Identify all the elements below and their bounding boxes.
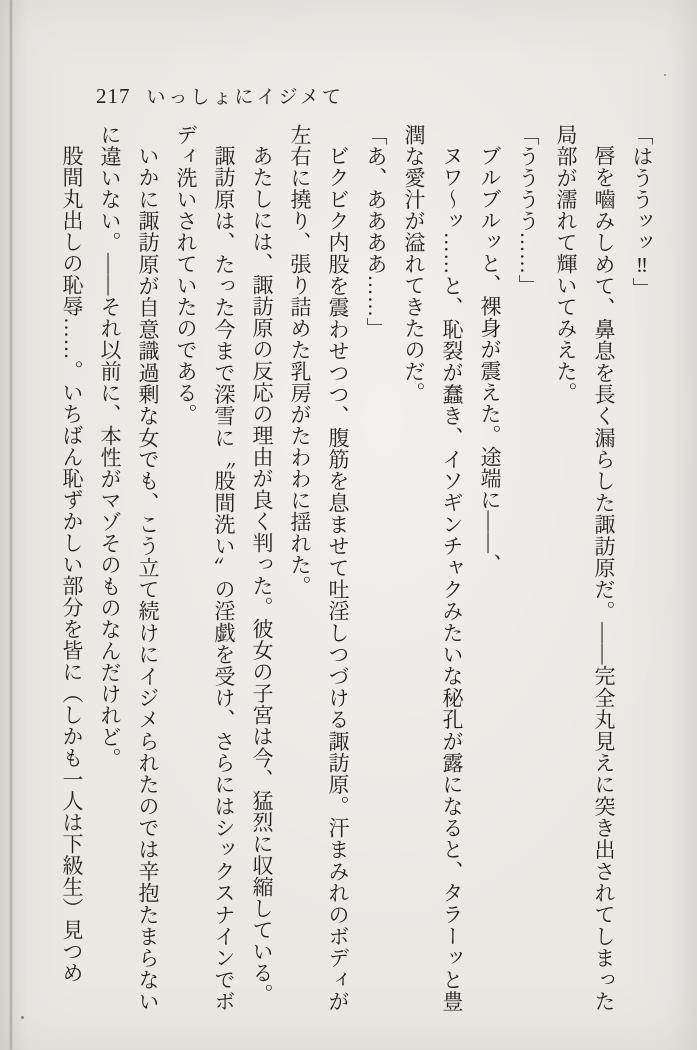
paragraph: ブルブルッと、裸身が震えた。途端に――、 — [478, 145, 502, 575]
paragraph: 唇を嚙みしめて、鼻息を長く漏らした諏訪原だ。――完全丸見えに突き出されてしまった局部が濡れて輝いてみえた。 — [554, 124, 616, 1012]
running-header — [96, 82, 344, 109]
chapter-title: いっしょにイジメて — [146, 87, 344, 108]
body-text-block — [53, 124, 661, 1012]
paragraph-dialogue: 「あ、ああああ……」 — [364, 124, 388, 339]
paragraph: 股間丸出しの恥辱……。いちばん恥ずかしい部分を皆に（しかも一人は下級生）見つめ — [60, 145, 84, 984]
paragraph: いかに諏訪原が自意識過剰な女でも、こう立て続けにイジメられたのでは辛抱たまらないに違いない。――それ以前に、本性がマゾそのものなんだけれど。 — [98, 124, 160, 1012]
page-number: 217 — [96, 84, 131, 108]
paragraph-dialogue: 「はううッッ‼」 — [630, 124, 654, 299]
scan-speck — [21, 1016, 24, 1019]
paragraph: ビクビク内股を震わせつつ、腹筋を息ませて吐淫しつづける諏訪原。汗まみれのボディが左右に撓り、張り詰めた乳房がたわわに揺れた。 — [288, 124, 350, 1012]
paragraph: あたしには、諏訪原の反応の理由が良く判った。彼女の子宮は今、猛烈に収縮している。 — [250, 145, 274, 1005]
scan-speck — [664, 74, 666, 76]
paragraph-dialogue: 「うううう……」 — [516, 124, 540, 296]
paragraph: ヌワ～ッ……と、恥裂が蠢き、イソギンチャクみたいな秘孔が露になると、タラーッと豊潤な愛汁が溢れてきたのだ。 — [402, 124, 464, 1012]
paragraph: 諏訪原は、たった今まで深雪に〝股間洗い〟の淫戯を受け、さらにはシックスナインでボディ洗いされていたのである。 — [174, 124, 236, 1012]
scan-gutter-line — [10, 0, 12, 1050]
